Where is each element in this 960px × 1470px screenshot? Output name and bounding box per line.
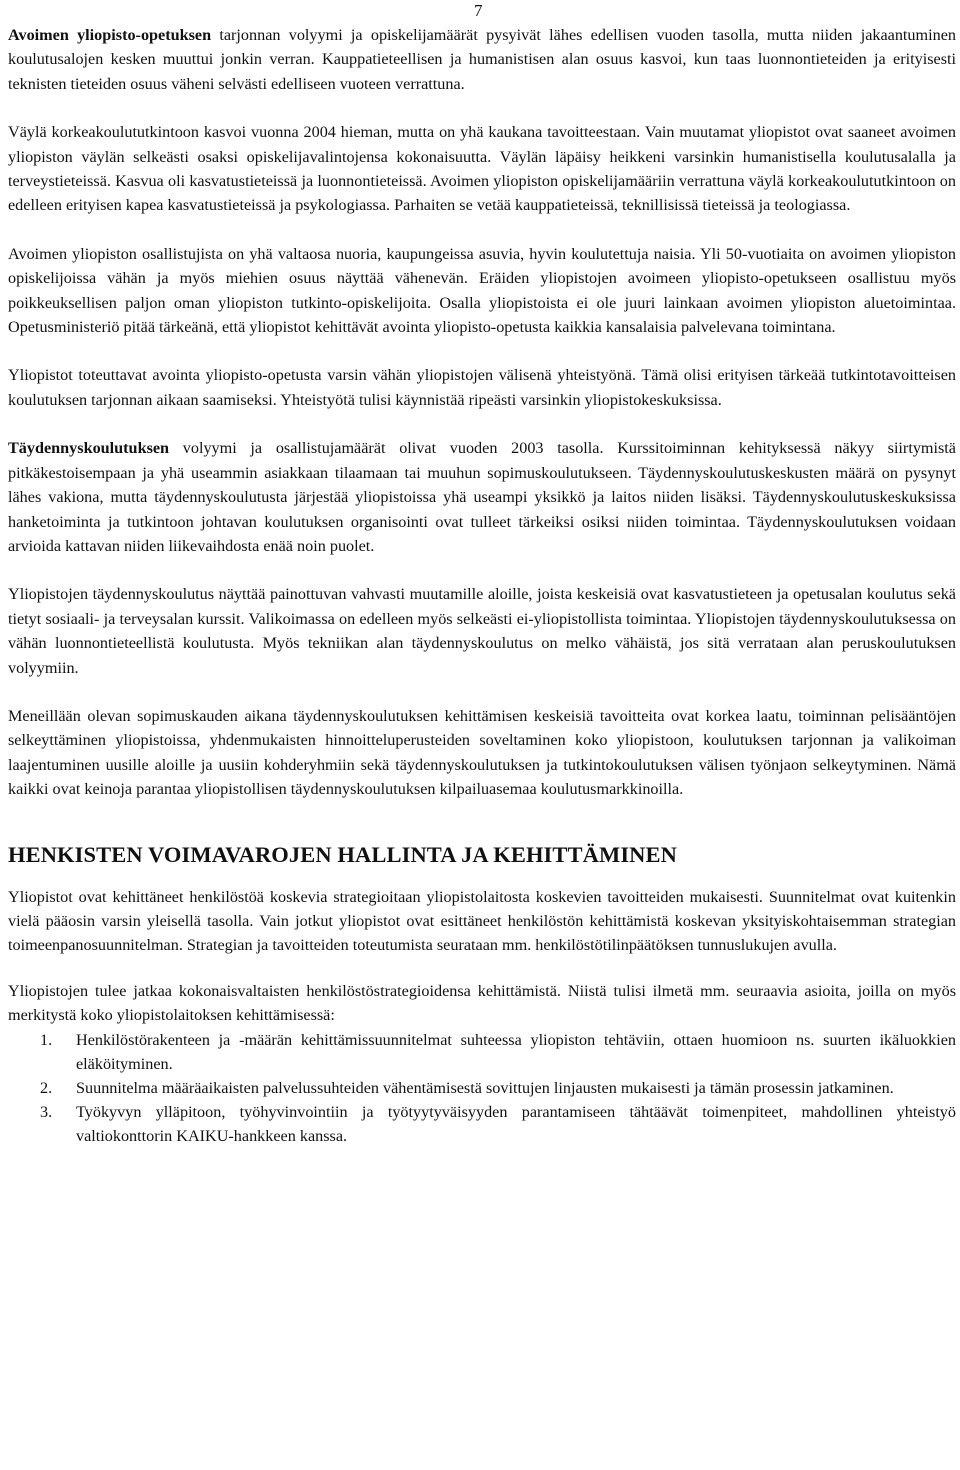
paragraph-participants: Avoimen yliopiston osallistujista on yhä valtaosa nuoria, kaupungeissa asuvia, hyvin koulutettuja naisia. Yli 50-vuotiaita on avoimen yliopiston opiskelijoissa vähän ja myös miehien osuus näyttää vähenevän. Eräiden yliopistojen avoimeen yliopisto-opetukseen osallistuu myös poikkeuksellisen paljon oman yliopiston tutkinto-opiskelijoita. Osalla yliopistoista ei ole juuri lainkaan avoimen yliopiston aluetoimintaa. Opetusministeriö pitää tärkeänä, että yliopistot kehittävät avointa yliopisto-opetusta kaikkia kansalaisia palvelevana toimintana. [8,244,956,337]
list-item [8,1028,956,1076]
paragraph-cooperation: Yliopistot toteuttavat avointa yliopisto-opetusta varsin vähän yliopistojen välisenä yhteistyönä. Tämä olisi erityisen tärkeää tutkintotavoitteisen koulutuksen tarjonnan aikaan saamiseksi. Yhteistyötä tulisi käynnistää ripeästi varsinkin yliopistokeskuksissa. [8,366,956,409]
list-item-number: 2. [40,1078,53,1097]
paragraph-lead-term: Täydennyskoulutuksen [8,439,170,458]
paragraph-lead-term: Avoimen yliopisto-opetuksen [8,26,212,44]
paragraph-fields-emphasis: Yliopistojen täydennyskoulutus näyttää painottuvan vahvasti muutamille aloille, joista keskeisiä ovat kasvatustieteen ja opetusalan koulutus sekä tietyt sosiaali- ja terveysalan kurssit. Valikoimassa on edelleen myös selkeästi ei-yliopistollista toimintaa. Yliopistojen täydennyskoulutuksessa on vähän luonnontieteellistä koulutusta. Myös tekniikan alan täydennyskoulutus on melko vähäistä, jos sitä verrataan alan peruskoulutuksen volyymiin. [8,585,956,677]
numbered-list [8,1028,956,1148]
paragraph-open-university-volume [8,23,956,96]
list-item-number: 3. [40,1102,53,1121]
list-item-text: Työkyvyn ylläpitoon, työhyvinvointiin ja työtyytyväisyyden parantamiseen tähtäävät toimenpiteet, mahdollinen yhteistyö valtiokonttorin KAIKU-hankkeen kanssa. [76,1102,956,1145]
paragraph-contract-period-goals: Meneillään olevan sopimuskauden aikana täydennyskoulutuksen kehittämisen keskeisiä tavoitteita ovat korkea laatu, toiminnan pelisääntöjen selkeyttäminen yliopistoissa, yhdenmukaisten hinnoitteluperusteiden soveltaminen koko yliopistoon, koulutuksen tarjonnan ja valikoiman laajentuminen uusille aloille ja uusiin kohderyhmiin sekä täydennyskoulutuksen ja tutkintokoulutuksen välisen työnjaon selkeytyminen. Nämä kaikki ovat keinoja parantaa yliopistollisen täydennyskoulutuksen kilpailuasemaa koulutusmarkkinoilla. [8,706,956,799]
paragraph-text: tarjonnan volyymi ja opiskelijamäärät pysyivät lähes edellisen vuoden tasolla, mutta niiden jakaantuminen koulutusalojen kesken muuttui jonkin verran. Kauppatieteellisen ja humanistisen alan osuus kasvoi, kun taas luonnontieteiden ja erityisesti teknisten tieteiden osuus väheni selvästi edelliseen vuoteen verrattuna. [8,26,956,93]
list-item [8,1076,956,1100]
list-item-text: Suunnitelma määräaikaisten palvelussuhteiden vähentämisestä sovittujen linjausten mukaisesti ja tämän prosessin jatkaminen. [76,1078,894,1097]
paragraph-continuing-education [8,436,956,558]
list-item-text: Henkilöstörakenteen ja -määrän kehittämissuunnitelmat suhteessa yliopiston tehtäviin, ottaen huomioon ns. suurten ikäluokkien eläköityminen. [76,1030,956,1073]
paragraph-text: volyymi ja osallistujamäärät olivat vuoden 2003 tasolla. Kurssitoiminnan kehityksessä näkyy siirtymistä pitkäkestoisempaan ja yhä useammin asiakkaan tilaamaan tai muuhun sopimuskoulutukseen. Täydennyskoulutuskeskusten määrä on pysynyt lähes vakiona, mutta täydennyskoulutusta järjestää yliopistoissa yhä useampi yksikkö ja laitos niiden lisäksi. Täydennyskoulutuskeskuksissa hanketoiminta ja tutkintoon johtavan koulutuksen organisointi ovat tulleet tärkeiksi osiksi niiden toimintaa. Täydennyskoulutuksen voidaan arvioida kattavan niiden liikevaihdosta enää noin puolet. [8,439,956,555]
section-heading: HENKISTEN VOIMAVAROJEN HALLINTA JA KEHITTÄMINEN [8,841,677,867]
paragraph-list-intro: Yliopistojen tulee jatkaa kokonaisvaltaisten henkilöstöstrategioidensa kehittämistä. Niistä tulisi ilmetä mm. seuraavia asioita, joilla on myös merkitystä koko yliopistolaitoksen kehittämisessä: [8,981,956,1025]
list-item [8,1100,956,1148]
list-item-number: 1. [40,1030,53,1049]
paragraph-hr-strategies: Yliopistot ovat kehittäneet henkilöstöä koskevia strategioitaan yliopistolaitosta koskevien tavoitteiden mukaisesti. Suunnitelmat ovat kuitenkin vielä pääosin varsin yleisellä tasolla. Vain jotkut yliopistot ovat esittäneet henkilöstön kehittämistä koskevan yksityiskohtaisemman strategian toimeenpanosuunnitelman. Strategian ja tavoitteiden toteutumista seurataan mm. henkilöstötilinpäätöksen tunnuslukujen avulla. [8,887,956,955]
paragraph-degree-pathway: Väylä korkeakoulututkintoon kasvoi vuonna 2004 hieman, mutta on yhä kaukana tavoitteestaan. Vain muutamat yliopistot ovat saaneet avoimen yliopiston väylän selkeästi osaksi opiskelijavalintojensa kokonaisuutta. Väylän läpäisy heikkeni varsinkin humanistisella koulutusalalla ja terveystieteissä. Kasvua oli kasvatustieteissä ja luonnontieteissä. Avoimen yliopiston opiskelijamääriin verrattuna väylä korkeakoulututkintoon on edelleen erityisen kapea kasvatustieteissä ja psykologiassa. Parhaiten se vetää kauppatieteissä, teknillisissä tieteissä ja teologiassa. [8,123,956,215]
page-number: 7 [474,1,483,20]
document-body [8,23,956,1148]
